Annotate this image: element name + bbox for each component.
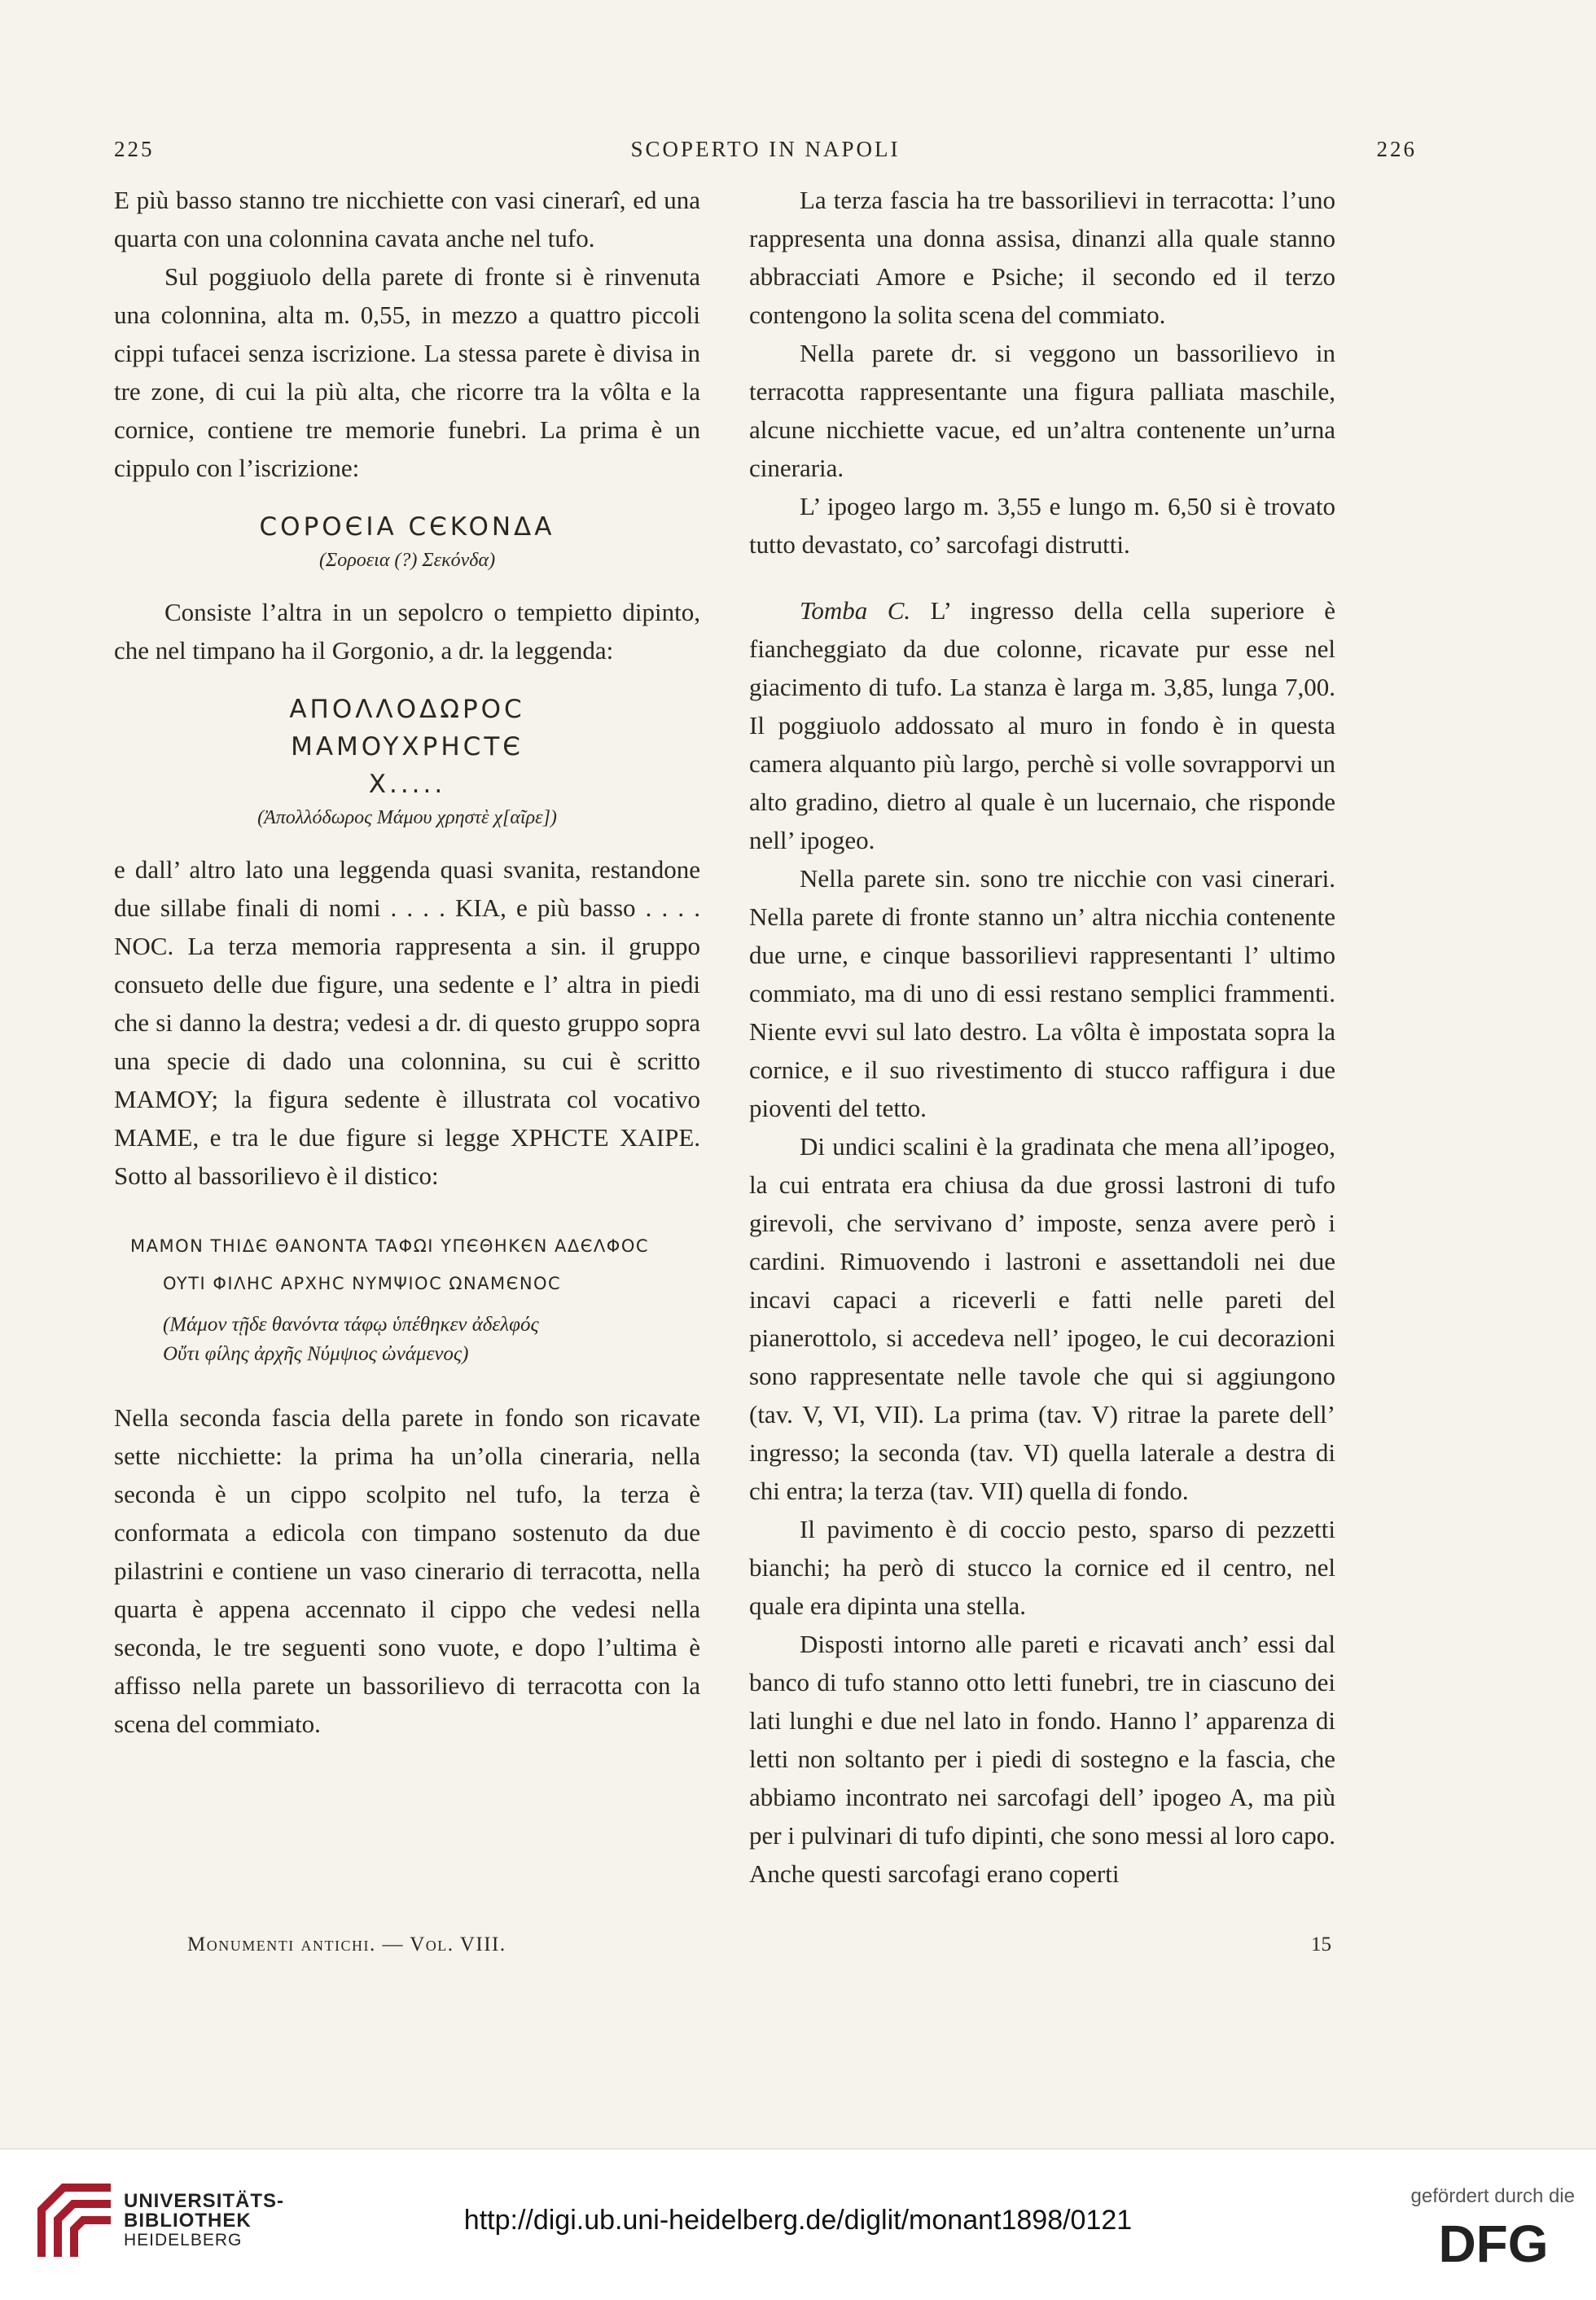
paragraph: L’ ipogeo largo m. 3,55 e lungo m. 6,50 si è trovato tutto devastato, co’ sarcofagi distrutti. bbox=[749, 492, 1335, 559]
paragraph: Nella parete sin. sono tre nicchie con vasi cinerari. Nella parete di fronte stanno un’ altra nicchia contenente due urne, e cinque bassorilievi rappresentanti l’ ultimo commiato, ma di uno di essi restano semplici frammenti. Niente evvi sul lato destro. La vôlta è impostata sopra la cornice, e il suo rivestimento di stucco raffigura i due pioventi del tetto. bbox=[749, 864, 1335, 1122]
distich-greek-line: OYTI ΦIΛHC APXHC NYMΨIOC ΩNAMЄNOC bbox=[163, 1274, 562, 1293]
running-head bbox=[114, 137, 1417, 169]
inscription-text: X..... bbox=[368, 770, 446, 799]
inscription-text: MAMOYXPHCTЄ bbox=[291, 732, 524, 762]
section-label: Tomba C. bbox=[800, 596, 911, 625]
library-name-line: BIBLIOTHEK bbox=[124, 2210, 252, 2232]
inscription-1 bbox=[114, 508, 700, 575]
permalink-url[interactable]: http://digi.ub.uni-heidelberg.de/diglit/monant1898/0121 bbox=[463, 2205, 1133, 2236]
page-footer bbox=[114, 1933, 1417, 1966]
paragraph: Nella seconda fascia della parete in fondo son ricavate sette nicchiette: la prima ha un’olla cineraria, nella seconda è un cippo scolpito nel tufo, la terza è conformata a edicola con timpano sostenuto da due pilastrini e contiene un vaso cinerario di terracotta, nella quarta è appena accennato il cippo che vedesi nella seconda, le tre seguenti sono vuote, e dopo l’ultima è affisso nella parete un bassorilievo di terracotta con la scena del commiato. bbox=[114, 1403, 700, 1738]
sponsor-text: gefördert durch die bbox=[1410, 2185, 1575, 2207]
running-title: SCOPERTO IN NAPOLI bbox=[630, 137, 901, 161]
paragraph bbox=[749, 591, 1335, 859]
paragraph: Disposti intorno alle pareti e ricavati anch’ essi dal banco di tufo stanno otto letti funebri, tre in ciascuno dei lati lunghi e due nel lato in fondo. Hanno l’ apparenza di letti non soltanto per i piedi di sostegno e la fascia, che abbiamo incontrato nei sarcofagi dell’ ipogeo A, ma più per i pulvinari di tufo dipinti, che sono messi al loro capo. Anche questi sarcofagi erano coperti bbox=[749, 1630, 1335, 1888]
inscription-2 bbox=[114, 691, 700, 832]
inscription-transliteration: (Ἀπολλόδωρος Μάμου χρηστὲ χ[αῖρε]) bbox=[257, 807, 557, 828]
paragraph: e dall’ altro lato una leggenda quasi svanita, restandone due sillabe finali di nomi . . . . KIA, e più basso . . . . NOC. La terza memoria rappresenta a sin. il gruppo consueto delle due figure, una sedente e l’ altra in piedi che si danno la destra; vedesi a dr. di questo gruppo sopra una specie di dado una colonnina, su cui è scritto MAMOY; la figura sedente è illustrata col vocativo MAME, e tra le due figure si legge XPHCTE XAIPE. Sotto al bassorilievo è il distico: bbox=[114, 855, 700, 1190]
left-column bbox=[114, 181, 700, 1743]
signature-mark: 15 bbox=[1311, 1933, 1331, 1955]
paragraph-text: L’ ingresso della cella superiore è fiancheggiato da due colonne, ricavate pur esse nel giacimento di tufo. La stanza è larga m. 3,85, lunga 7,00. Il poggiuolo addossato al muro in fondo è in questa camera alquanto più largo, perchè si volle sovrapporvi un alto gradino, dietro al quale è un lucernaio, che risponde nell’ ipogeo. bbox=[749, 596, 1335, 854]
paragraph: Consiste l’altra in un sepolcro o tempietto dipinto, che nel timpano ha il Gorgonio, a dr. la leggenda: bbox=[114, 598, 700, 665]
distich-greek-line: MAMON THIΔЄ ΘANONTA TAΦΩI YΠЄΘHKЄN AΔЄΛΦOC bbox=[130, 1236, 650, 1256]
paragraph: Sul poggiuolo della parete di fronte si è rinvenuta una colonnina, alta m. 0,55, in mezzo a quattro piccoli cippi tufacei senza iscrizione. La stessa parete è divisa in tre zone, di cui la più alta, che ricorre tra la vôlta e la cornice, contiene tre memorie funebri. La prima è un cippulo con l’iscrizione: bbox=[114, 262, 700, 482]
page-number-right: 226 bbox=[1376, 137, 1417, 161]
dfg-logo-icon bbox=[1412, 2214, 1575, 2271]
right-column bbox=[749, 181, 1335, 1893]
library-name-line: UNIVERSITÄTS- bbox=[124, 2190, 285, 2212]
journal-title: Monumenti antichi. — Vol. VIII. bbox=[187, 1933, 506, 1955]
paragraph: Di undici scalini è la gradinata che mena all’ipogeo, la cui entrata era chiusa da due grossi lastroni di tufo girevoli, che servivano d’ imposte, senza avere però i cardini. Rimuovendo i lastroni e assettandoli nei due incavi capaci a riceverli e fatti nelle pareti del pianerottolo, si accedeva nell’ ipogeo, le cui decorazioni sono rappresentate nelle tavole che qui si aggiungono (tav. V, VI, VII). La prima (tav. V) ritrae la parete dell’ ingresso; la seconda (tav. VI) quella laterale a destra di chi entra; la terza (tav. VII) quella di fondo. bbox=[749, 1132, 1335, 1505]
paragraph: Nella parete dr. si veggono un bassorilievo in terracotta rappresentante una figura palliata maschile, alcune nicchiette vacue, ed un’altra contenente un’urna cineraria. bbox=[749, 339, 1335, 482]
distich-transliteration: (Μάμον τῇδε θανόντα τάφῳ ὑπέθηκεν ἀδελφός bbox=[163, 1314, 539, 1336]
library-name-line: HEIDELBERG bbox=[124, 2231, 243, 2250]
paragraph: Il pavimento è di coccio pesto, sparso di pezzetti bianchi; ha però di stucco la cornice ed il centro, nel quale era dipinta una stella. bbox=[749, 1515, 1335, 1620]
paragraph: La terza fascia ha tre bassorilievi in terracotta: l’uno rappresenta una donna assisa, dinanzi alla quale stanno abbracciati Amore e Psiche; il secondo ed il terzo contengono la solita scena del commiato. bbox=[749, 186, 1335, 329]
distich-transliteration: Οὔτι φίλης ἀρχῆς Νύμψιος ὠνάμενος) bbox=[163, 1343, 469, 1365]
inscription-text: AΠOΛΛOΔΩPOC bbox=[289, 695, 525, 724]
digitization-banner bbox=[0, 2149, 1596, 2300]
page-number-left: 225 bbox=[114, 137, 155, 161]
distich bbox=[114, 1227, 700, 1369]
inscription-transliteration: (Σοροεια (?) Σεκόνδα) bbox=[318, 550, 496, 571]
dfg-logo-text: DFG bbox=[1438, 2214, 1549, 2271]
paragraph: E più basso stanno tre nicchiette con vasi cinerarî, ed una quarta con una colonnina cavata anche nel tufo. bbox=[114, 186, 700, 252]
inscription-text: COPOЄIA CЄKONΔA bbox=[259, 512, 555, 542]
